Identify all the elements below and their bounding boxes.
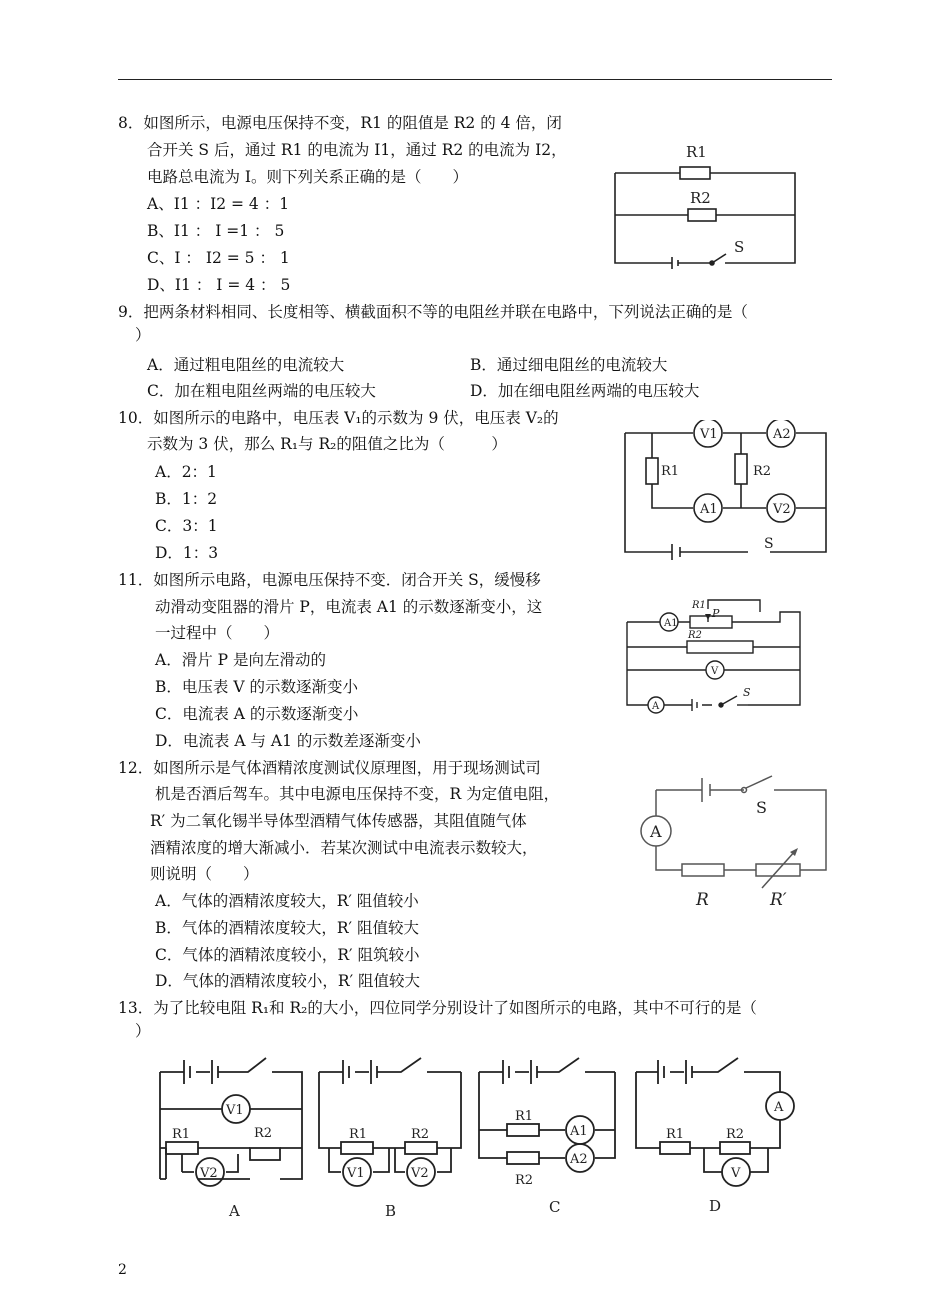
q13a-r1: R1: [172, 1127, 191, 1142]
q12-fig-rprime: R′: [770, 890, 787, 910]
q9-option-b: B．通过细电阻丝的电流较大: [470, 356, 668, 374]
q11-line-3: 一过程中（ ）: [155, 624, 280, 642]
q8-circuit-diagram: [610, 135, 800, 270]
q11-line-2: 动滑动变阻器的滑片 P，电流表 A1 的示数逐渐变小，这: [155, 598, 543, 616]
q11-option-d: D．电流表 A 与 A1 的示数差逐渐变小: [155, 732, 421, 750]
q8-option-d: D、I1 ： I = 4 ： 5: [147, 276, 291, 294]
q12-option-b: B．气体的酒精浓度较大，R′ 阻值较大: [155, 919, 420, 937]
q13-line-1: 13．为了比较电阻 R₁和 R₂的大小，四位同学分别设计了如图所示的电路，其中不可行的是（: [118, 999, 757, 1017]
q12-line-4: 酒精浓度的增大渐减小．若某次测试中电流表示数较大，: [150, 839, 538, 857]
q12-line-2: 机是否酒后驾车。其中电源电压保持不变，R 为定值电阻，: [155, 785, 560, 803]
q13b-v2: V2: [411, 1166, 429, 1181]
q9-option-a: A．通过粗电阻丝的电流较大: [147, 356, 345, 374]
q11-option-a: A．滑片 P 是向左滑动的: [155, 651, 326, 669]
q13d-r1: R1: [666, 1127, 685, 1142]
q11-fig-r1: R1: [692, 600, 706, 611]
q11-fig-a: A: [652, 701, 660, 712]
q8-fig-s: S: [734, 238, 745, 256]
q13a-label: A: [229, 1202, 240, 1220]
q10-fig-a2: A2: [773, 427, 791, 442]
q8-fig-r2: R2: [690, 189, 711, 207]
q9-option-d: D．加在细电阻丝两端的电压较大: [470, 382, 700, 400]
q8-line-1: 8．如图所示，电源电压保持不变，R1 的阻值是 R2 的 4 倍，闭: [118, 114, 562, 132]
header-rule: [118, 79, 832, 80]
q11-line-1: 11．如图所示电路，电源电压保持不变．闭合开关 S，缓慢移: [118, 571, 541, 589]
q10-fig-r1: R1: [661, 464, 680, 479]
q13-figure-d: [636, 1058, 794, 1215]
q10-line-2: 示数为 3 伏，那么 R₁与 R₂的阻值之比为（ ）: [147, 435, 507, 453]
q10-fig-v1: V1: [700, 427, 718, 442]
q13-figure-a: [160, 1058, 302, 1220]
q11-fig-a1: A1: [664, 618, 678, 629]
q13-circuit-diagrams: [150, 1042, 800, 1227]
q13b-r1: R1: [349, 1127, 368, 1142]
q13d-a: A: [774, 1100, 784, 1115]
q10-option-c: C．3：1: [155, 517, 218, 535]
q11-fig-s: S: [743, 686, 751, 699]
q11-circuit-diagram: [620, 592, 810, 717]
q8-option-a: A、I1 ：I2 = 4 ：1: [147, 195, 290, 213]
q10-line-1: 10．如图所示的电路中，电压表 V₁的示数为 9 伏，电压表 V₂的: [118, 409, 559, 427]
q11-option-b: B．电压表 V 的示数逐渐变小: [155, 678, 358, 696]
q9-line-1: 9．把两条材料相同、长度相等、横截面积不等的电阻丝并联在电路中，下列说法正确的是（: [118, 303, 748, 321]
q13c-r1: R1: [515, 1109, 534, 1124]
q13-figure-c: [479, 1058, 615, 1216]
q8-line-2: 合开关 S 后，通过 R1 的电流为 I1，通过 R2 的电流为 I2，: [147, 141, 567, 159]
q13-line-2: ）: [135, 1022, 151, 1040]
q13c-r2: R2: [515, 1173, 534, 1188]
q13c-label: C: [549, 1198, 561, 1216]
q11-option-c: C．电流表 A 的示数逐渐变小: [155, 705, 359, 723]
page-number: 2: [118, 1262, 127, 1278]
q13a-v2: V2: [200, 1166, 218, 1181]
q11-fig-p: P: [712, 607, 720, 620]
q13c-a2: A2: [570, 1152, 588, 1167]
q12-fig-a: A: [650, 822, 662, 841]
q13d-label: D: [709, 1197, 722, 1215]
q13a-r2: R2: [254, 1126, 273, 1141]
q13b-r2: R2: [411, 1127, 430, 1142]
q11-fig-r2: R2: [688, 630, 702, 641]
q9-line-2: ）: [135, 326, 151, 344]
q11-fig-v: V: [711, 666, 719, 677]
q12-line-1: 12．如图所示是气体酒精浓度测试仪原理图，用于现场测试司: [118, 759, 541, 777]
q12-line-5: 则说明（ ）: [150, 865, 259, 883]
q13-figure-b: [319, 1058, 461, 1220]
q13d-r2: R2: [726, 1127, 745, 1142]
q8-option-b: B、I1 ： I =1 ： 5: [147, 222, 285, 240]
q13d-v: V: [731, 1166, 741, 1181]
q10-fig-a1: A1: [700, 502, 718, 517]
q12-fig-s: S: [756, 798, 767, 817]
q13b-v1: V1: [347, 1166, 365, 1181]
q10-fig-s: S: [764, 536, 774, 552]
q8-fig-r1: R1: [686, 143, 707, 161]
q13c-a1: A1: [570, 1124, 588, 1139]
q12-option-c: C．气体的酒精浓度较小，R′ 阻筑较小: [155, 946, 420, 964]
q10-circuit-diagram: [620, 420, 832, 565]
q9-option-c: C．加在粗电阻丝两端的电压较大: [147, 382, 376, 400]
q13a-v1: V1: [226, 1103, 244, 1118]
q13b-label: B: [385, 1202, 397, 1220]
q12-circuit-diagram: [634, 762, 834, 912]
q10-fig-r2: R2: [753, 464, 772, 479]
q12-line-3: R′ 为二氧化锡半导体型酒精气体传感器，其阻值随气体: [150, 812, 527, 830]
q10-option-d: D．1：3: [155, 544, 219, 562]
q8-option-c: C、I ： I2 = 5 ： 1: [147, 249, 290, 267]
q8-line-3: 电路总电流为 I。则下列关系正确的是（ ）: [147, 168, 469, 186]
q12-option-d: D．气体的酒精浓度较小，R′ 阻值较大: [155, 972, 421, 990]
q12-fig-r: R: [696, 890, 709, 910]
q12-option-a: A．气体的酒精浓度较大，R′ 阻值较小: [155, 892, 419, 910]
q10-option-b: B．1：2: [155, 490, 218, 508]
q10-option-a: A．2：1: [155, 463, 217, 481]
q10-fig-v2: V2: [773, 502, 791, 517]
